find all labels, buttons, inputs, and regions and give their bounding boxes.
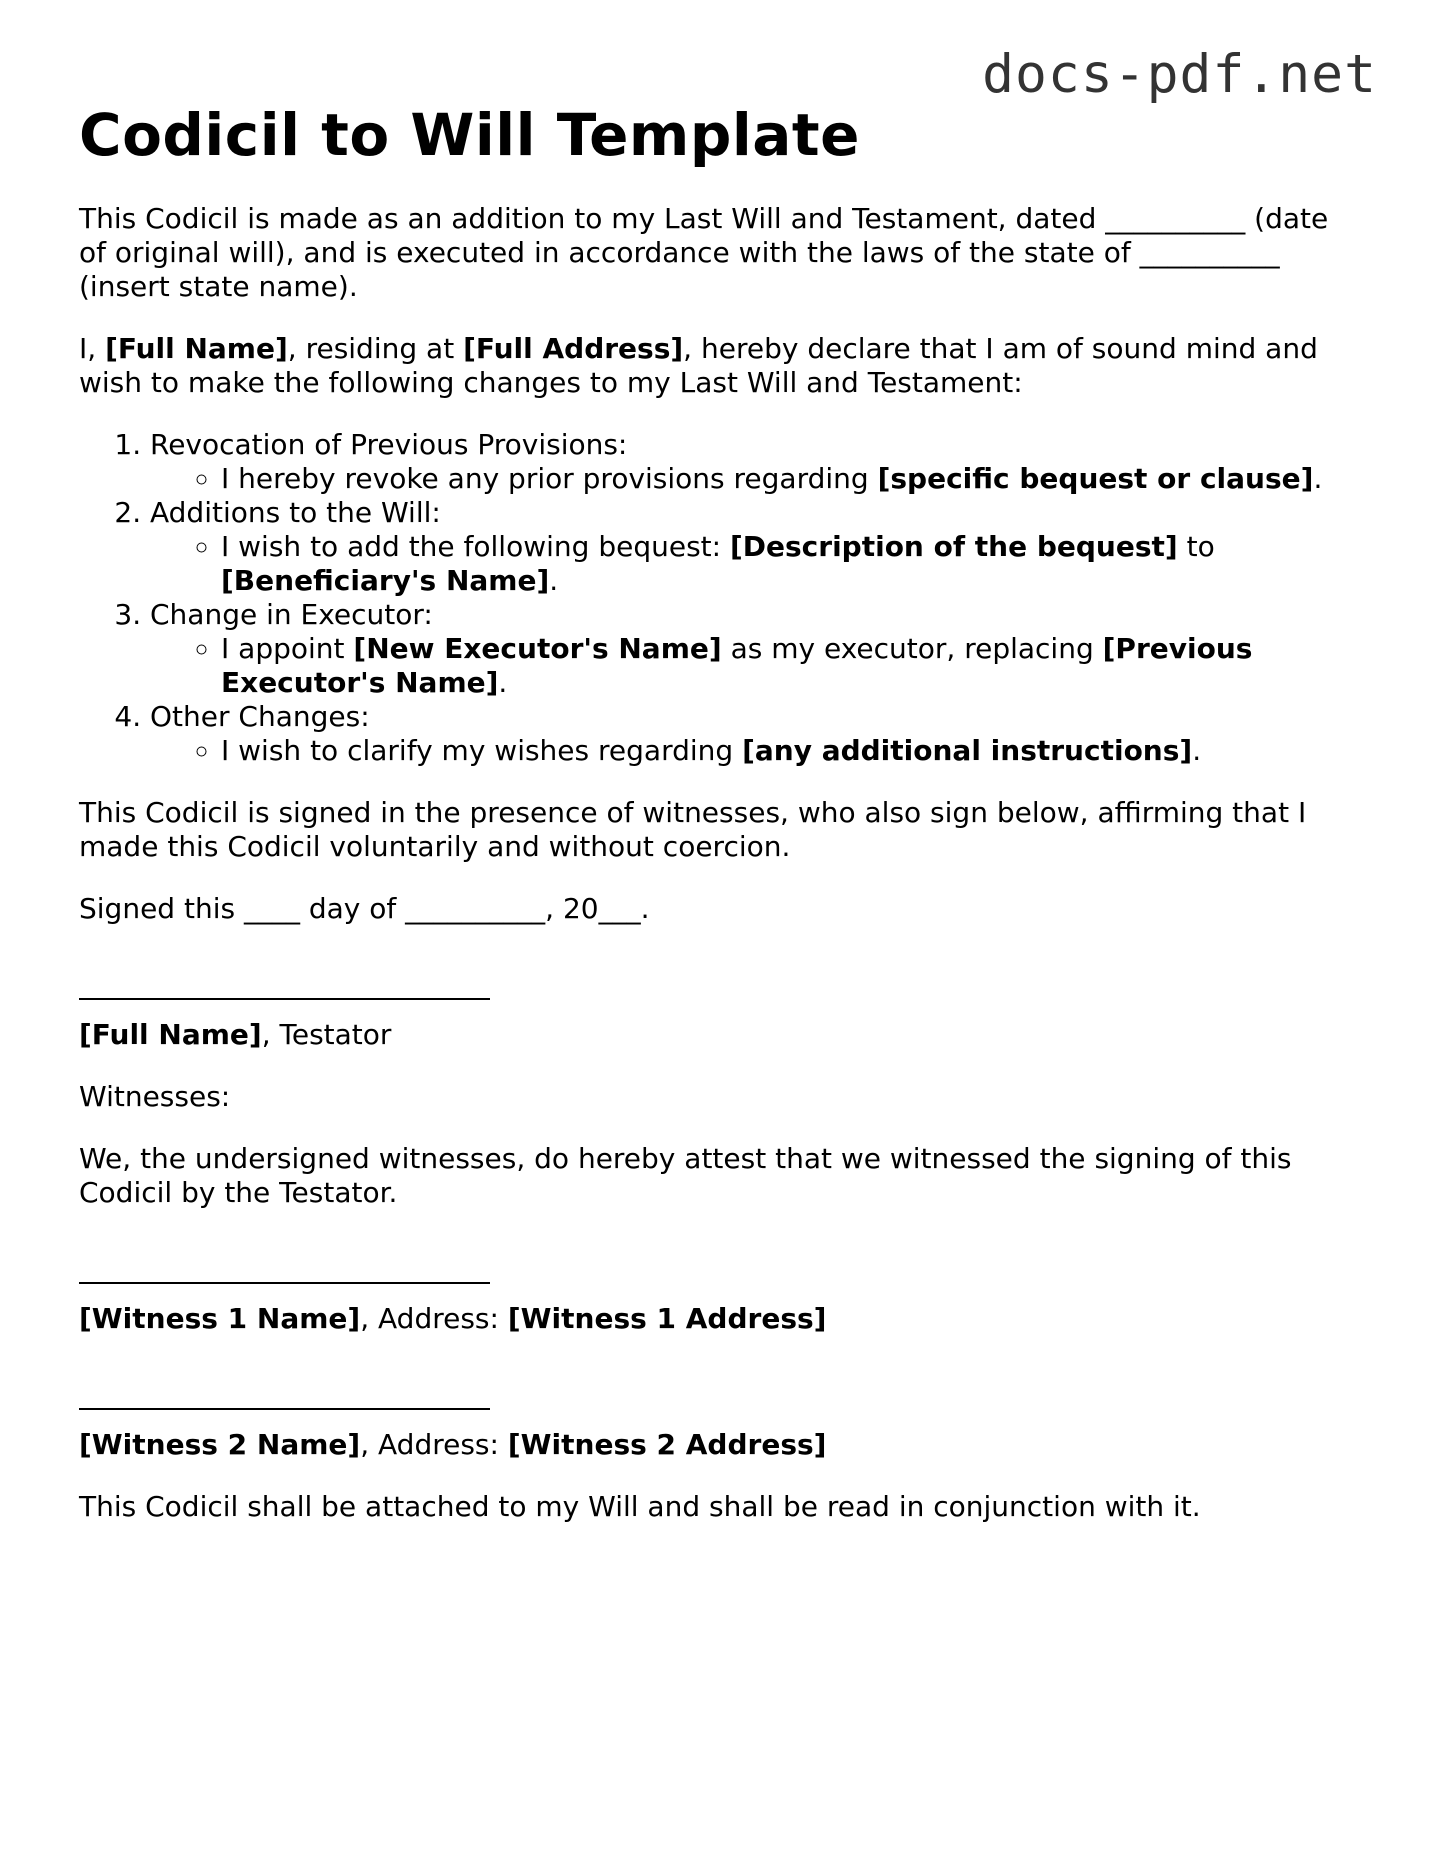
detail-text: I wish to add the following bequest: <box>221 530 730 563</box>
page-title: Codicil to Will Template <box>79 101 860 169</box>
witness1-line <box>79 1302 1339 1336</box>
new-executor-placeholder: [New Executor's Name] <box>353 632 722 665</box>
change-detail <box>221 734 1339 768</box>
address-label: , Address: <box>360 1302 508 1335</box>
witness1-address-placeholder: [Witness 1 Address] <box>507 1302 827 1335</box>
detail-text: as my executor, replacing <box>721 632 1103 665</box>
declaration-prefix: I, <box>79 332 106 365</box>
testator-name-placeholder: [Full Name] <box>79 1018 262 1051</box>
witness-statement: This Codicil is signed in the presence of witnesses, who also sign below, affirming that I made this Codicil voluntarily and without coercion. <box>79 796 1307 863</box>
previous-executor-placeholder: [Previous Executor's Name] <box>221 632 1253 699</box>
change-item-other <box>150 700 1339 768</box>
attestation-paragraph: We, the undersigned witnesses, do hereby attest that we witnessed the signing of this Codicil by the Testator. <box>79 1142 1292 1209</box>
detail-text: I appoint <box>221 632 354 665</box>
change-sublist <box>150 734 1339 768</box>
declaration-mid: , residing at <box>287 332 464 365</box>
change-detail <box>221 632 1339 700</box>
testator-role: , Testator <box>261 1018 392 1051</box>
witness2-signature-line <box>79 1374 490 1410</box>
witness1-name-placeholder: [Witness 1 Name] <box>79 1302 361 1335</box>
witness2-address-placeholder: [Witness 2 Address] <box>507 1428 827 1461</box>
change-detail <box>221 530 1339 598</box>
intro-paragraph <box>79 202 1339 304</box>
witnesses-heading: Witnesses: <box>79 1080 231 1113</box>
address-label: , Address: <box>360 1428 508 1461</box>
detail-text: to <box>1177 530 1215 563</box>
witness1-signature-line <box>79 1248 490 1284</box>
change-heading: Other Changes: <box>150 700 370 733</box>
document-body <box>79 96 1339 1524</box>
watermark: docs-pdf.net <box>982 44 1377 105</box>
change-sublist <box>150 462 1339 496</box>
full-name-placeholder: [Full Name] <box>105 332 288 365</box>
changes-list <box>79 428 1339 768</box>
intro-text: This Codicil is made as an addition to my Last Will and Testament, dated __________ (date of original will), and is executed in accordance with the laws of the state of __________ (insert state name). <box>79 202 1329 303</box>
witness2-name-placeholder: [Witness 2 Name] <box>79 1428 361 1461</box>
change-heading: Change in Executor: <box>150 598 433 631</box>
detail-text: . <box>498 666 508 699</box>
detail-text: . <box>549 564 559 597</box>
change-sublist <box>150 530 1339 598</box>
change-heading: Additions to the Will: <box>150 496 441 529</box>
change-detail <box>221 462 1339 496</box>
testator-signature-line <box>79 964 490 1000</box>
witness2-line <box>79 1428 1339 1462</box>
declaration-suffix: , hereby declare that I am of sound mind and wish to make the following changes to my Last Will and Testament: <box>79 332 1318 399</box>
beneficiary-name-placeholder: [Beneficiary's Name] <box>221 564 550 597</box>
detail-text: . <box>1313 462 1323 495</box>
bequest-description-placeholder: [Description of the bequest] <box>729 530 1178 563</box>
change-heading: Revocation of Previous Provisions: <box>150 428 628 461</box>
change-sublist <box>150 632 1339 700</box>
closing-paragraph: This Codicil shall be attached to my Will and shall be read in conjunction with it. <box>79 1490 1201 1523</box>
detail-text: . <box>1192 734 1202 767</box>
change-item-additions <box>150 496 1339 598</box>
detail-text: I hereby revoke any prior provisions regarding <box>221 462 878 495</box>
additional-instructions-placeholder: [any additional instructions] <box>742 734 1193 767</box>
declaration-paragraph <box>79 332 1339 400</box>
change-item-revocation <box>150 428 1339 496</box>
testator-name-line <box>79 1018 1339 1052</box>
change-item-executor <box>150 598 1339 700</box>
signed-date-line: Signed this ____ day of __________, 20___. <box>79 892 650 925</box>
full-address-placeholder: [Full Address] <box>463 332 684 365</box>
detail-text: I wish to clarify my wishes regarding <box>221 734 743 767</box>
specific-bequest-placeholder: [specific bequest or clause] <box>877 462 1314 495</box>
